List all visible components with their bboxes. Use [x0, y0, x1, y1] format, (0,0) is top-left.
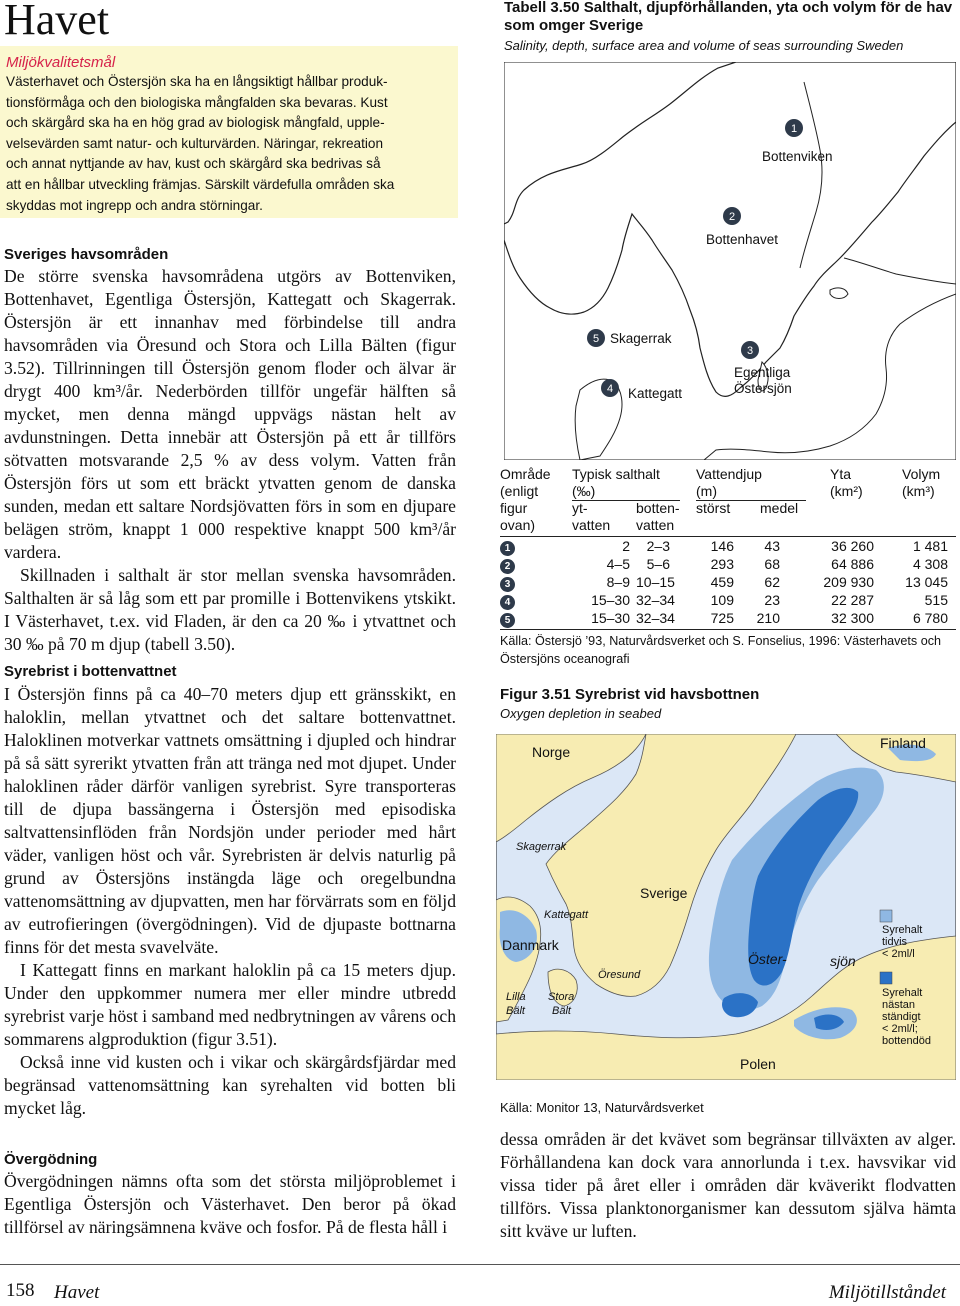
- area-marker-5: [587, 329, 605, 347]
- goal-heading: Miljökvalitetsmål: [6, 54, 116, 71]
- goal-line: och annat nyttjande av hav, kust och skärgård ska bedrivas så: [6, 156, 381, 172]
- map-label-balt-lilla: Bält: [506, 1005, 525, 1017]
- header-salthalt: Typisk salthalt (‰): [572, 466, 660, 499]
- svg-text:5: 5: [592, 333, 600, 345]
- section-heading-syrebrist: Syrebrist i bottenvattnet: [4, 663, 177, 680]
- aland-outline: [830, 288, 848, 299]
- header-omrade: Område (enligt figur ovan): [500, 466, 551, 533]
- svg-text:Syrehalt: Syrehalt: [882, 924, 923, 936]
- row-id-badge: 2: [500, 559, 515, 574]
- area-marker-4: [601, 379, 619, 397]
- table-title: Tabell 3.50 Salthalt, djupförhållanden, yta och volym för de hav som omger Sverige: [504, 0, 953, 34]
- page-title: Havet: [4, 0, 110, 44]
- section-body-overgodning: [4, 1170, 456, 1239]
- goal-line: skyddas mot ingrepp och andra störningar.: [6, 197, 263, 213]
- section-body-havsomraden: [4, 265, 456, 656]
- svg-text:< 2ml/l;: < 2ml/l;: [882, 1023, 918, 1035]
- svg-text:1: 1: [790, 123, 798, 135]
- goal-line: velsevärden samt natur- och kulturvärden. Näringar, rekreation: [6, 135, 384, 151]
- table-row: 3 8–9 10–15 459 62 209 930 13 045: [500, 574, 956, 592]
- goal-line: att en hållbar utveckling främjas. Särskilt värdefulla områden ska: [6, 176, 395, 192]
- svg-text:2: 2: [728, 211, 736, 223]
- svg-text:Syrehalt: Syrehalt: [882, 987, 923, 999]
- header-storst: störst: [696, 500, 731, 516]
- header-medel: medel: [760, 500, 799, 516]
- map-label-skagerrak: Skagerrak: [610, 331, 672, 346]
- area-marker-1: [785, 119, 803, 137]
- paragraph: dessa områden är det kvävet som begränsar tillväxten av alger. Förhållandena kan dock vara annorlunda i t.ex. havsvikar vid vissa tider på året eller i områden där kväverikt flodvatten tillförs. Vissa planktonorganismer kan dessutom själva hämta sitt kväve ur luften.: [500, 1129, 956, 1241]
- table-row: 4 15–30 32–34 109 23 22 287 515: [500, 592, 956, 610]
- legend-swatch-standigt: [880, 972, 892, 984]
- figure-title: Figur 3.51 Syrebrist vid havsbottnen: [500, 686, 760, 703]
- paragraph: I Östersjön finns på ca 40–70 meters djup ett gränsskikt, en haloklin, mellan ytvattnet och det saltare bottenvattnet. Haloklinen motverkar vattnets omsättning i djupled och hindrar på så sätt syrerikt ytvatten från att tränga ned mot djupet. Under haloklinen råder därför vanligen syrebrist. Syre transporteras till de djupa bassängerna i Östersjön med episodiska saltvattensinflöden från Nordsjön under perioder med hårt väder, vanligen höst och vår. Syrebristen är delvis naturlig på grund av Östersjöns instängda läge och oregelbundna vattenomsättning av djupvatten, men har förvärrats som en följd av eutrofieringen (övergödningen). Vid de djupaste bottnarna finns för det mesta svavelväte.: [4, 684, 456, 957]
- svg-text:< 2ml/l: < 2ml/l: [882, 948, 915, 960]
- table-row: 2 4–5 5–6 293 68 64 886 4 308: [500, 556, 956, 574]
- table-row: 1 2 2–3 146 43 36 260 1 481: [500, 538, 956, 556]
- table-row: 5 15–30 32–34 725 210 32 300 6 780: [500, 610, 956, 628]
- footer-page-number: 158: [6, 1280, 35, 1301]
- map-label-bottenviken: Bottenviken: [762, 149, 833, 164]
- map-label-skagerrak: Skagerrak: [516, 841, 567, 853]
- row-id-badge: 5: [500, 613, 515, 628]
- footer-book-title: Miljötillståndet: [828, 1282, 946, 1303]
- map-label-sjon: sjön: [830, 953, 856, 969]
- figure-source: Källa: Monitor 13, Naturvårdsverket: [500, 1100, 704, 1115]
- header-bottom-rule: [500, 536, 956, 537]
- map-label-sverige: Sverige: [640, 885, 688, 901]
- row-id-badge: 3: [500, 577, 515, 592]
- map-label-balt-stora: Bält: [552, 1005, 571, 1017]
- figure-subtitle: Oxygen depletion in seabed: [500, 706, 662, 721]
- right-continuation-text: [500, 1128, 956, 1243]
- map-label-egentliga: Egentliga: [734, 365, 791, 380]
- footer-section-name: Havet: [54, 1282, 100, 1303]
- sea-areas-map: [504, 62, 956, 460]
- table-source: Källa: Östersjö ’93, Naturvårdsverket och S. Fonselius, 1996: Västerhavets och Östersjöns oceanografi: [500, 634, 941, 666]
- goal-line: och skärgård ska ha en hög grad av biologisk mångfald, upple-: [6, 115, 385, 131]
- map-label-ostersjon: Östersjön: [734, 381, 792, 396]
- area-marker-2: [723, 207, 741, 225]
- section-heading-overgodning: Övergödning: [4, 1151, 98, 1168]
- header-bottenvatten: botten- vatten: [636, 500, 680, 533]
- map-label-bottenhavet: Bottenhavet: [706, 232, 779, 247]
- svg-text:nästan: nästan: [882, 999, 916, 1011]
- map-label-oster: Öster-: [748, 951, 787, 967]
- paragraph: De större svenska havsområdena utgörs av Bottenviken, Bottenhavet, Egentliga Östersjön, Kattegatt och Skagerrak. Östersjön är ett innanhav med förbindelse till andra havsområden via Öresund och Stora och Lilla Bälten (figur 3.52). Tillrinningen till Östersjön genom floder och älvar är drygt 400 km³/år. Nederbörden tillför ungefär hälften så mycket, men denna mängd uppvägs nästan helt av avdunstningen. Detta innebär att Östersjön på ett år tillförs sötvatten motsvarande 2,5 % av dess volym. Vatten från Östersjön förs ut som ett bräckt ytvatten genom de danska sunden, medan ett saltare Nordsjövatten förs in som en djupare belägen ström, knappt 1 000 respektive knappt 500 km³/år vardera.: [4, 266, 456, 562]
- paragraph: Övergödningen nämns ofta som det största miljöproblemet i Egentliga Östersjön och Västerhavet. Den beror på ökad tillförsel av näringsämnena kväve och fosfor. På de flesta håll i: [4, 1171, 456, 1237]
- environmental-goal-box: [0, 46, 458, 218]
- map-label-danmark: Danmark: [502, 937, 559, 953]
- section-heading-havsomraden: Sveriges havsområden: [4, 246, 169, 263]
- svg-text:3: 3: [746, 345, 754, 357]
- header-volym: Volym (km³): [902, 466, 941, 499]
- sea-data-table: [500, 466, 956, 626]
- map-label-finland: Finland: [880, 735, 926, 751]
- legend-swatch-tidvis: [880, 910, 892, 922]
- table-bottom-rule: [500, 629, 956, 630]
- svg-text:tidvis: tidvis: [882, 936, 908, 948]
- row-id-badge: 4: [500, 595, 515, 610]
- row-id-badge: 1: [500, 541, 515, 556]
- goal-text: [6, 72, 452, 216]
- svg-text:bottendöd: bottendöd: [882, 1035, 931, 1047]
- paragraph: Också inne vid kusten och i vikar och skärgårdsfjärdar med begränsad vattenomsättning kan syrehalten vid botten bli mycket låg.: [4, 1052, 456, 1118]
- goal-line: tionsförmåga och den biologiska mångfalden ska bevaras. Kust: [6, 94, 388, 110]
- paragraph: I Kattegatt finns en markant haloklin på ca 15 meters djup. Under den uppkommer numera mer eller mindre utbredd syrebrist varje höst i samband med nedbrytningen av vårens och sommarens algproduktion (figur 3.51).: [4, 960, 456, 1049]
- oxygen-depletion-map: [496, 734, 956, 1080]
- goal-line: Västerhavet och Östersjön ska ha en långsiktigt hållbar produk-: [6, 74, 388, 89]
- header-vattendjup: Vattendjup (m): [696, 466, 762, 499]
- map-label-norge: Norge: [532, 744, 571, 760]
- area-marker-3: [741, 341, 759, 359]
- paragraph: Skillnaden i salthalt är stor mellan svenska havsområden. Salthalten är så låg som ett par promille i Bottenvikens ytskikt. I Västerhavet, t.ex. vid Fladen, är den ca 20 ‰ i ytvattnet och 30 ‰ på 70 m djup (tabell 3.50).: [4, 565, 456, 654]
- table-subtitle: Salinity, depth, surface area and volume of seas surrounding Sweden: [504, 38, 904, 53]
- header-ytvatten: yt- vatten: [572, 500, 611, 533]
- map-label-lilla: Lilla: [506, 991, 526, 1003]
- section-body-syrebrist: [4, 683, 456, 1120]
- svg-text:ständigt: ständigt: [882, 1011, 921, 1023]
- map-label-oresund: Öresund: [598, 969, 641, 981]
- map-label-kattegatt: Kattegatt: [628, 386, 683, 401]
- svg-text:4: 4: [606, 383, 614, 395]
- map-label-stora: Stora: [548, 991, 575, 1003]
- footer-rule: [0, 1264, 960, 1265]
- map-label-kattegatt: Kattegatt: [544, 909, 589, 921]
- map-label-polen: Polen: [740, 1056, 776, 1072]
- header-yta: Yta (km²): [830, 466, 863, 499]
